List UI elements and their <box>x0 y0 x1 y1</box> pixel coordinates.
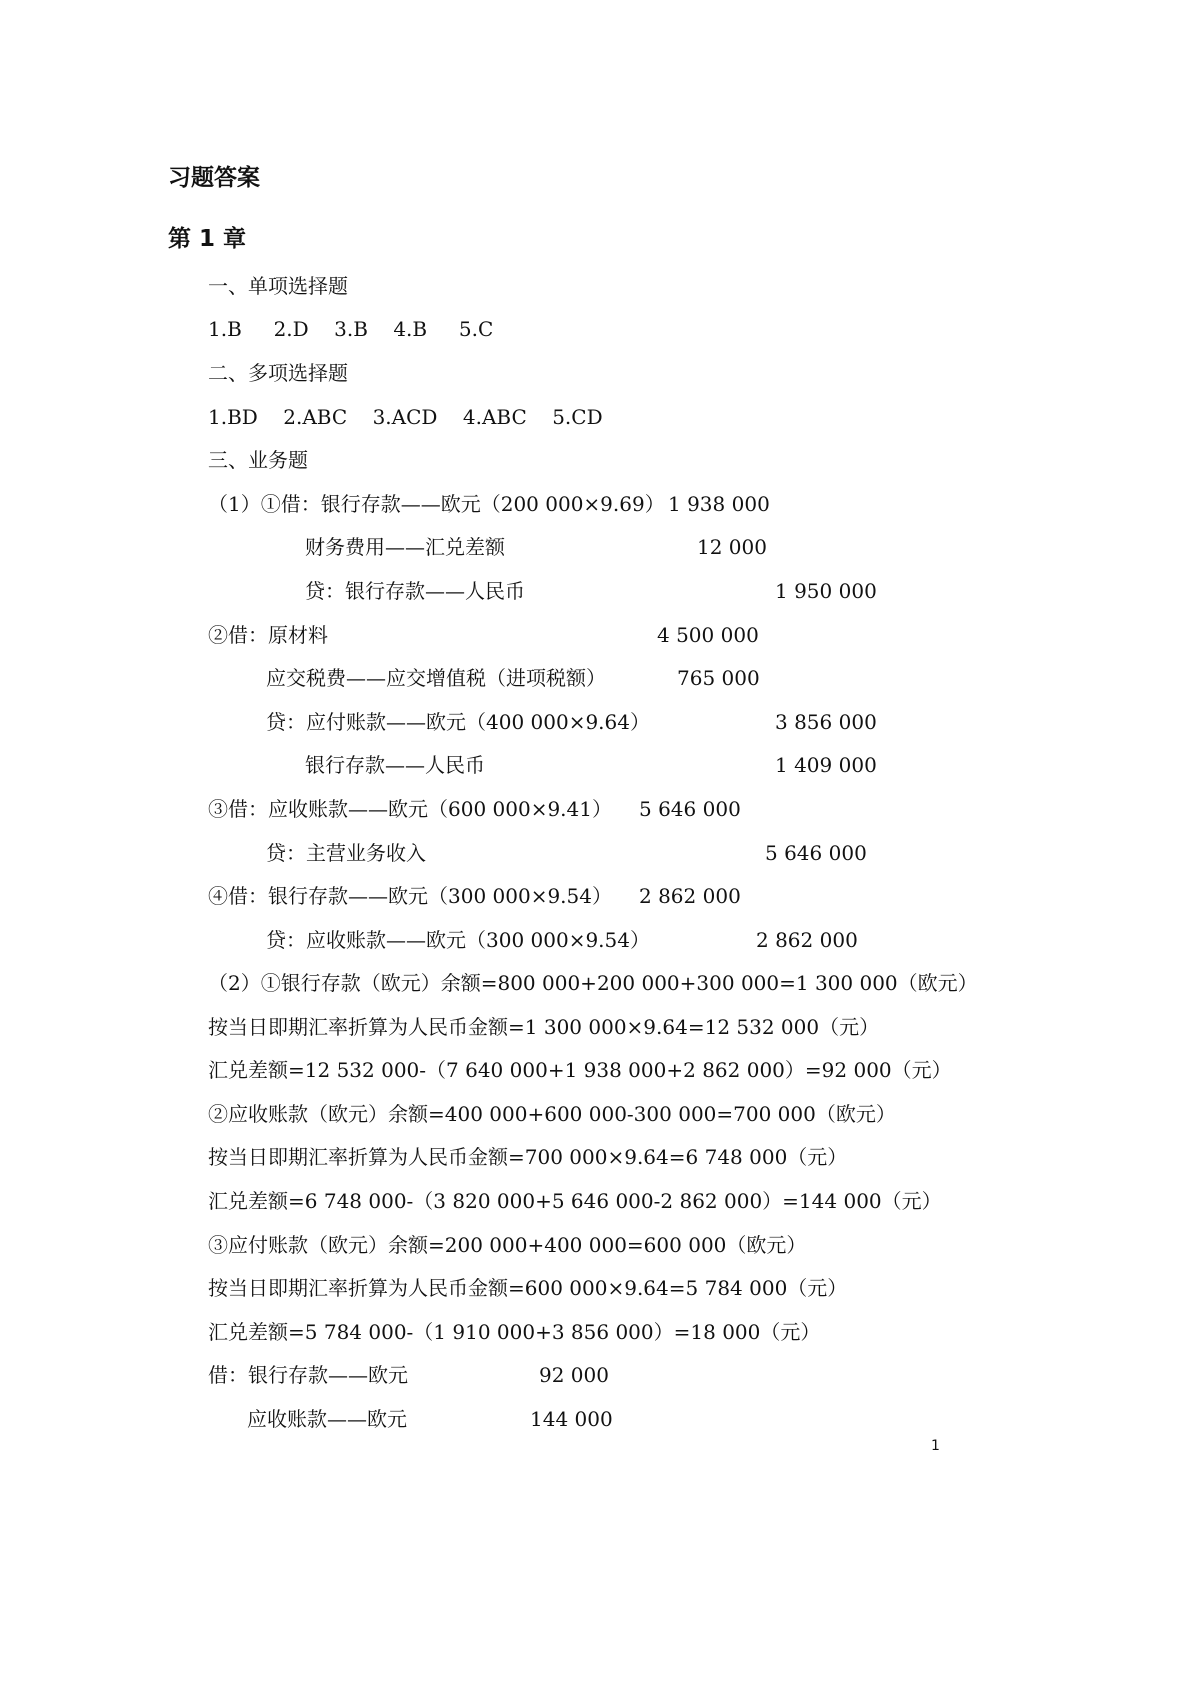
journal-entry-credit: 1 950 000 <box>775 579 877 603</box>
journal-entry-credit: 2 862 000 <box>756 928 858 952</box>
calculation-line: ②应收账款（欧元）余额=400 000+600 000-300 000=700 000（欧元） <box>208 1102 896 1126</box>
journal-entry-credit: 5 646 000 <box>765 841 867 865</box>
journal-entry-credit: 1 409 000 <box>775 753 877 777</box>
document-title: 习题答案 <box>168 165 260 191</box>
calculation-line: 汇兑差额=5 784 000-（1 910 000+3 856 000）=18 000（元） <box>208 1320 821 1344</box>
final-entry-amount: 92 000 <box>539 1363 609 1387</box>
final-entry-amount: 144 000 <box>530 1407 613 1431</box>
journal-entry-text: 财务费用——汇兑差额 <box>305 535 505 559</box>
journal-entry-debit: 1 938 000 <box>668 492 770 516</box>
final-entry-text: 借：银行存款——欧元 <box>208 1363 408 1387</box>
journal-entry-debit: 4 500 000 <box>657 623 759 647</box>
calculation-line: 按当日即期汇率折算为人民币金额=700 000×9.64=6 748 000（元） <box>208 1145 848 1169</box>
journal-entry-text: 贷：银行存款——人民币 <box>305 579 525 603</box>
journal-entry-text: ④借：银行存款——欧元（300 000×9.54） <box>208 884 612 908</box>
chapter-heading: 第 1 章 <box>168 226 247 252</box>
single-choice-answers: 1.B 2.D 3.B 4.B 5.C <box>208 317 494 341</box>
journal-entry-debit: 12 000 <box>697 535 767 559</box>
calculation-line: （2）①银行存款（欧元）余额=800 000+200 000+300 000=1 300 000（欧元） <box>208 971 978 995</box>
journal-entry-debit: 2 862 000 <box>639 884 741 908</box>
journal-entry-credit: 3 856 000 <box>775 710 877 734</box>
calculation-line: 汇兑差额=12 532 000-（7 640 000+1 938 000+2 862 000）=92 000（元） <box>208 1058 952 1082</box>
journal-entry-text: （1）①借：银行存款——欧元（200 000×9.69） <box>208 492 665 516</box>
journal-entry-text: 银行存款——人民币 <box>305 753 485 777</box>
final-entry-text: 应收账款——欧元 <box>247 1407 407 1431</box>
journal-entry-text: 应交税费——应交增值税（进项税额） <box>266 666 606 690</box>
journal-entry-debit: 765 000 <box>677 666 760 690</box>
multiple-choice-answers: 1.BD 2.ABC 3.ACD 4.ABC 5.CD <box>208 405 603 429</box>
journal-entry-text: ②借：原材料 <box>208 623 328 647</box>
journal-entry-text: 贷：主营业务收入 <box>266 841 426 865</box>
calculation-line: 按当日即期汇率折算为人民币金额=1 300 000×9.64=12 532 000（元） <box>208 1015 880 1039</box>
section-heading-multiple-choice: 二、多项选择题 <box>208 361 348 385</box>
journal-entry-debit: 5 646 000 <box>639 797 741 821</box>
calculation-line: 按当日即期汇率折算为人民币金额=600 000×9.64=5 784 000（元） <box>208 1276 848 1300</box>
journal-entry-text: 贷：应付账款——欧元（400 000×9.64） <box>266 710 650 734</box>
calculation-line: ③应付账款（欧元）余额=200 000+400 000=600 000（欧元） <box>208 1233 807 1257</box>
journal-entry-text: ③借：应收账款——欧元（600 000×9.41） <box>208 797 612 821</box>
calculation-line: 汇兑差额=6 748 000-（3 820 000+5 646 000-2 862 000）=144 000（元） <box>208 1189 942 1213</box>
section-heading-single-choice: 一、单项选择题 <box>208 274 348 298</box>
section-heading-business: 三、业务题 <box>208 448 308 472</box>
page-number: 1 <box>931 1438 940 1454</box>
journal-entry-text: 贷：应收账款——欧元（300 000×9.54） <box>266 928 650 952</box>
